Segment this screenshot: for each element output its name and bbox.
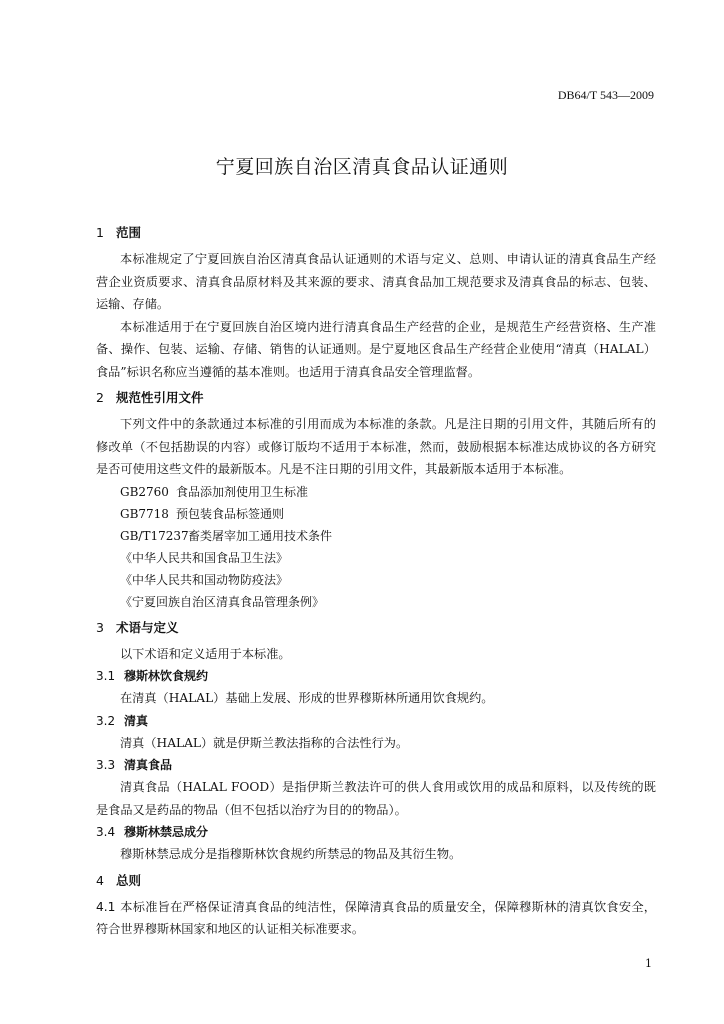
section-heading-2 [96,387,656,409]
definition-number: 3.4 [96,825,116,839]
document-body [96,218,656,941]
reference-item [96,481,656,503]
definition-title: 穆斯林禁忌成分 [124,825,209,839]
paragraph: 本标准规定了宁夏回族自治区清真食品认证通则的术语与定义、总则、申请认证的清真食品生产经营企业资质要求、清真食品原材料及其来源的要求、清真食品加工规范要求及清真食品的标志、包装、运输、存储。 [96,252,656,311]
reference-name: 食品添加剂使用卫生标准 [176,484,309,499]
reference-name: 预包装食品标签通则 [176,506,285,521]
definition-number: 3.1 [96,669,116,683]
section-title: 范围 [116,225,142,240]
definition-text: 穆斯林禁忌成分是指穆斯林饮食规约所禁忌的物品及其衍生物。 [120,847,462,861]
document-title: 宁夏回族自治区清真食品认证通则 [215,156,509,178]
section-heading-3 [96,617,656,639]
section-number: 4 [96,872,104,888]
definition-heading [96,710,656,732]
definition-title: 穆斯林饮食规约 [124,669,209,683]
section-number: 3 [96,619,104,635]
definition-title: 清真 [124,713,149,728]
reference-law: 《宁夏回族自治区清真食品管理条例》 [120,594,325,609]
reference-code: GB7718 [120,506,169,521]
definition-text: 清真食品（HALAL FOOD）是指伊斯兰教法许可的供人食用或饮用的成品和原料，以及传统的既是食品又是药品的物品（但不包括以治疗为目的的物品）。 [96,780,656,817]
paragraph: 以下术语和定义适用于本标准。 [120,646,291,661]
clause-4-1 [96,896,656,941]
reference-item [96,503,656,525]
document-code: DB64/T 543—2009 [557,88,654,102]
page-number: 1 [645,957,652,970]
paragraph: 本标准适用于在宁夏回族自治区境内进行清真食品生产经营的企业，是规范生产经营资格、生产准备、操作、包装、运输、存储、销售的认证通则。是宁夏地区食品生产经营企业使用“清真（HALAL）食品”标识名称应当遵循的基本准则。也适用于清真食品安全管理监督。 [96,319,656,379]
clause-text: 本标准旨在严格保证清真食品的纯洁性，保障清真食品的质量安全，保障穆斯林的清真饮食安全，符合世界穆斯林国家和地区的认证相关标准要求。 [96,899,656,936]
reference-code: GB2760 [120,484,169,499]
definition-text: 清真（HALAL）就是伊斯兰教法指称的合法性行为。 [120,735,409,750]
reference-code: GB/T17237 [120,528,189,543]
reference-item [96,525,656,547]
section-heading-4 [96,870,656,892]
reference-name: 畜类屠宰加工通用技术条件 [188,528,333,543]
section-heading-1 [96,222,656,244]
reference-law: 《中华人民共和国食品卫生法》 [120,550,289,565]
definition-heading [96,754,656,776]
clause-number: 4.1 [96,899,116,914]
definition-number: 3.3 [96,758,116,772]
section-title: 规范性引用文件 [116,390,204,405]
paragraph: 下列文件中的条款通过本标准的引用而成为本标准的条款。凡是注日期的引用文件，其随后所有的修改单（不包括勘误的内容）或修订版均不适用于本标准，然而，鼓励根据本标准达成协议的各方研究是否可使用这些文件的最新版本。凡是不注日期的引用文件，其最新版本适用于本标准。 [96,417,656,476]
section-number: 1 [96,225,104,240]
section-title: 术语与定义 [116,619,179,635]
section-title: 总则 [116,872,142,888]
definition-heading [96,665,656,687]
reference-law: 《中华人民共和国动物防疫法》 [120,572,289,587]
definition-number: 3.2 [96,713,116,728]
definition-title: 清真食品 [124,758,173,772]
definition-heading [96,821,656,843]
section-number: 2 [96,390,104,405]
definition-text: 在清真（HALAL）基础上发展、形成的世界穆斯林所通用饮食规约。 [120,691,494,705]
